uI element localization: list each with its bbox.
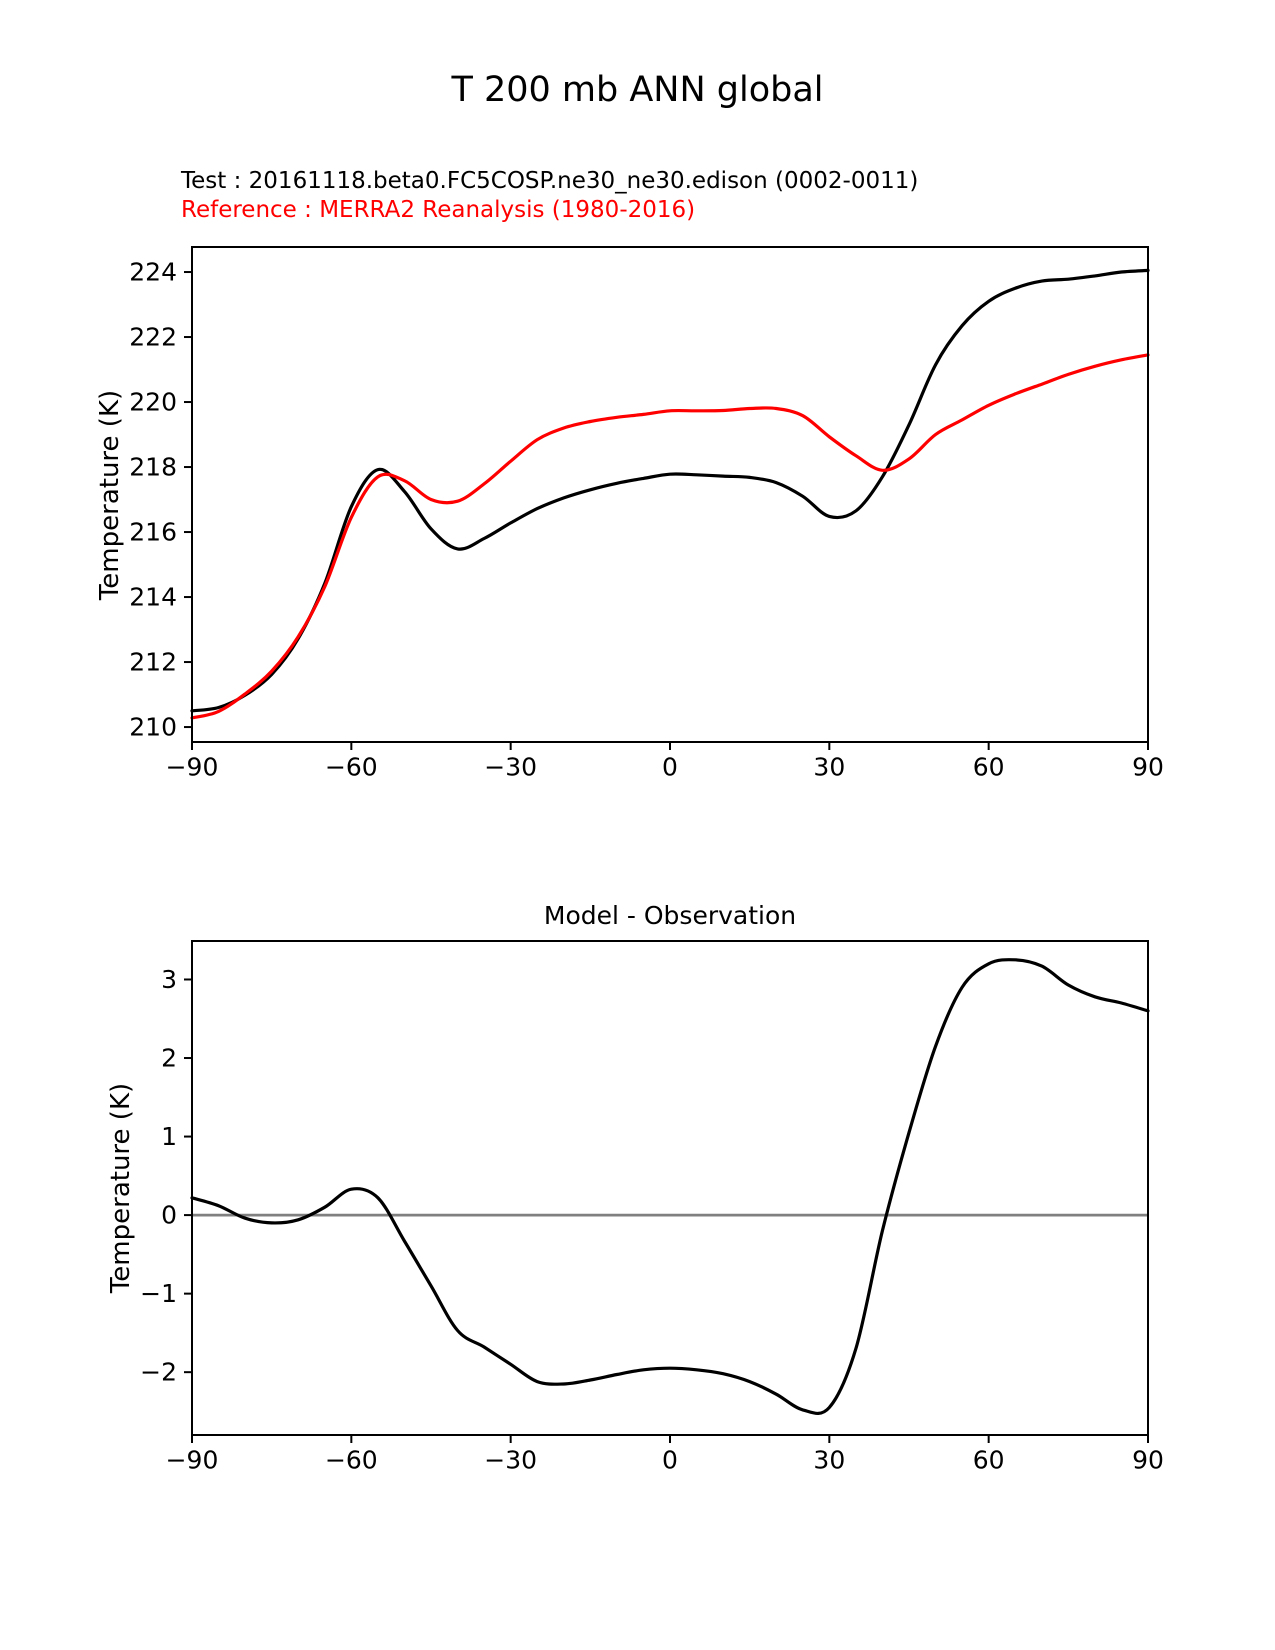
x-tick-label: 0 (662, 752, 678, 782)
y-tick-label: 2 (161, 1043, 177, 1073)
y-tick-label: 3 (161, 964, 177, 994)
bottom-chart-title: Model - Observation (543, 901, 797, 930)
y-tick-label: 224 (129, 257, 177, 287)
x-tick-label: −30 (484, 752, 538, 782)
bottom-chart-ylabel: Temperature (K) (106, 1082, 136, 1294)
axes-frame (192, 941, 1148, 1435)
y-tick-label: 216 (129, 517, 177, 547)
x-tick-label: 90 (1132, 1445, 1164, 1475)
y-tick-label: 1 (161, 1122, 177, 1152)
y-tick-label: −1 (140, 1279, 177, 1309)
x-tick-label: 0 (662, 1445, 678, 1475)
y-tick-label: 222 (129, 322, 177, 352)
test-run-label: Test : 20161118.beta0.FC5COSP.ne30_ne30.edison (0002-0011) (181, 168, 919, 194)
x-tick-label: 60 (972, 752, 1005, 782)
x-tick-label: −90 (165, 1445, 219, 1475)
x-tick-label: −30 (484, 1445, 538, 1475)
figure-title: T 200 mb ANN global (451, 70, 824, 110)
top-chart-ylabel: Temperature (K) (95, 389, 125, 601)
y-tick-label: 218 (129, 452, 177, 482)
series-curve (192, 960, 1148, 1414)
y-tick-label: 212 (129, 647, 177, 677)
y-tick-label: 0 (161, 1200, 177, 1230)
reference-dataset-label: Reference : MERRA2 Reanalysis (1980-2016) (181, 197, 696, 223)
y-tick-label: 220 (129, 387, 177, 417)
x-tick-label: −60 (324, 1445, 378, 1475)
x-tick-label: 30 (813, 752, 846, 782)
x-tick-label: 30 (813, 1445, 846, 1475)
x-tick-label: 60 (972, 1445, 1005, 1475)
y-tick-label: −2 (140, 1357, 177, 1387)
y-tick-label: 210 (129, 712, 177, 742)
x-tick-label: −60 (324, 752, 378, 782)
x-tick-label: −90 (165, 752, 219, 782)
x-tick-label: 90 (1132, 752, 1164, 782)
y-tick-label: 214 (129, 582, 177, 612)
